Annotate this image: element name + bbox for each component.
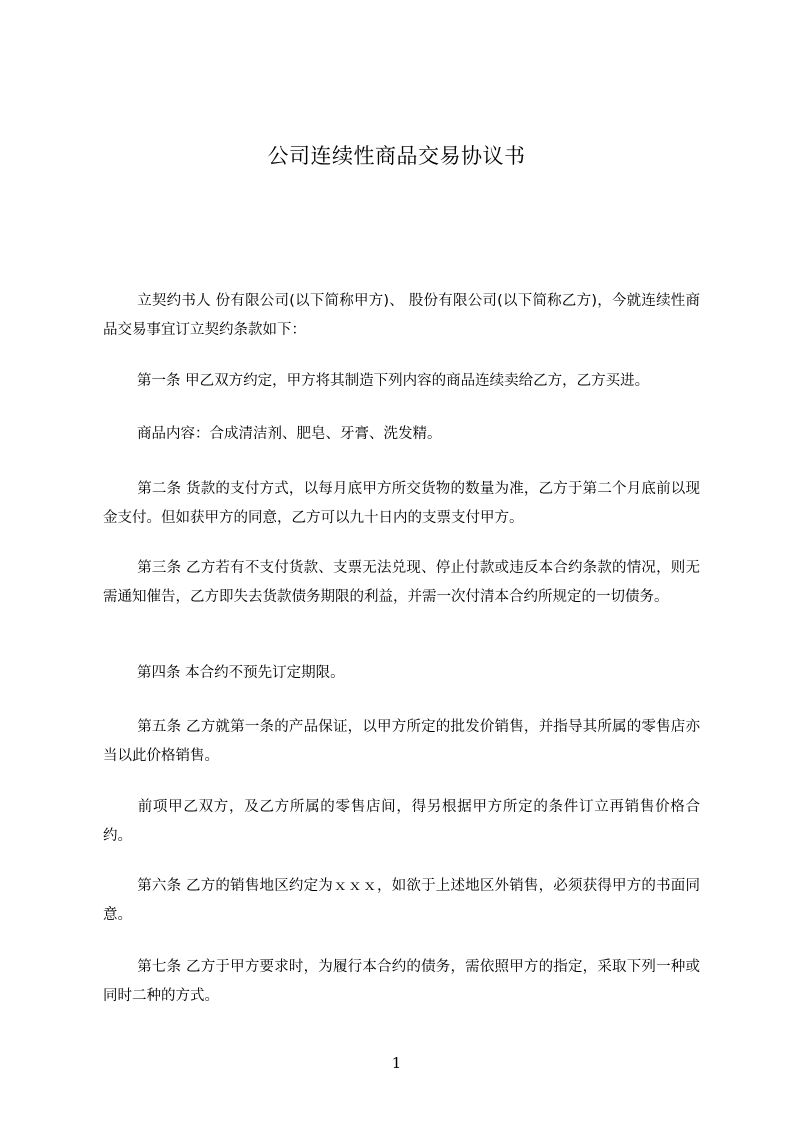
paragraph-article-1 <box>103 367 700 396</box>
paragraph-article-6 <box>103 872 700 930</box>
paragraph-article-3 <box>103 554 700 612</box>
paragraph-text: 第四条 本合约不预先订定期限。 <box>137 665 345 681</box>
paragraph-article-7 <box>103 953 700 1011</box>
page-number: 1 <box>391 1054 402 1072</box>
paragraph-article-5 <box>103 713 700 771</box>
paragraph-text: 商品内容：合成清洁剂、肥皂、牙膏、洗发精。 <box>137 426 442 442</box>
paragraph-text: 第一条 甲乙双方约定，甲方将其制造下列内容的商品连续卖给乙方，乙方买进。 <box>137 373 650 389</box>
paragraph-product-contents <box>103 420 700 449</box>
document-title: 公司连续性商品交易协议书 <box>267 144 526 168</box>
paragraph-resale-agreement <box>103 793 700 851</box>
paragraph-article-4 <box>103 659 700 688</box>
paragraph-text: 第二条 货款的支付方式，以每月底甲方所交货物的数量为准，乙方于第二个月底前以现金支付。但如获甲方的同意，乙方可以九十日内的支票支付甲方。 <box>103 481 700 526</box>
paragraph-text: 第五条 乙方就第一条的产品保证，以甲方所定的批发价销售，并指导其所属的零售店亦当以此价格销售。 <box>103 719 700 764</box>
paragraph-preamble <box>103 287 700 345</box>
paragraph-article-2 <box>103 475 700 533</box>
paragraph-text: 立契约书人 份有限公司(以下简称甲方)、 股份有限公司(以下简称乙方)，今就连续性商品交易事宜订立契约条款如下： <box>103 293 700 338</box>
paragraph-text: 前项甲乙双方，及乙方所属的零售店间，得另根据甲方所定的条件订立再销售价格合约。 <box>103 799 700 844</box>
paragraph-text: 第六条 乙方的销售地区约定为ｘｘｘ，如欲于上述地区外销售，必须获得甲方的书面同意。 <box>103 878 700 923</box>
paragraph-text: 第三条 乙方若有不支付货款、支票无法兑现、停止付款或违反本合约条款的情况，则无需通知催告，乙方即失去货款债务期限的利益，并需一次付清本合约所规定的一切债务。 <box>103 560 700 605</box>
paragraph-text: 第七条 乙方于甲方要求时，为履行本合约的债务，需依照甲方的指定，采取下列一种或同时二种的方式。 <box>103 959 700 1004</box>
